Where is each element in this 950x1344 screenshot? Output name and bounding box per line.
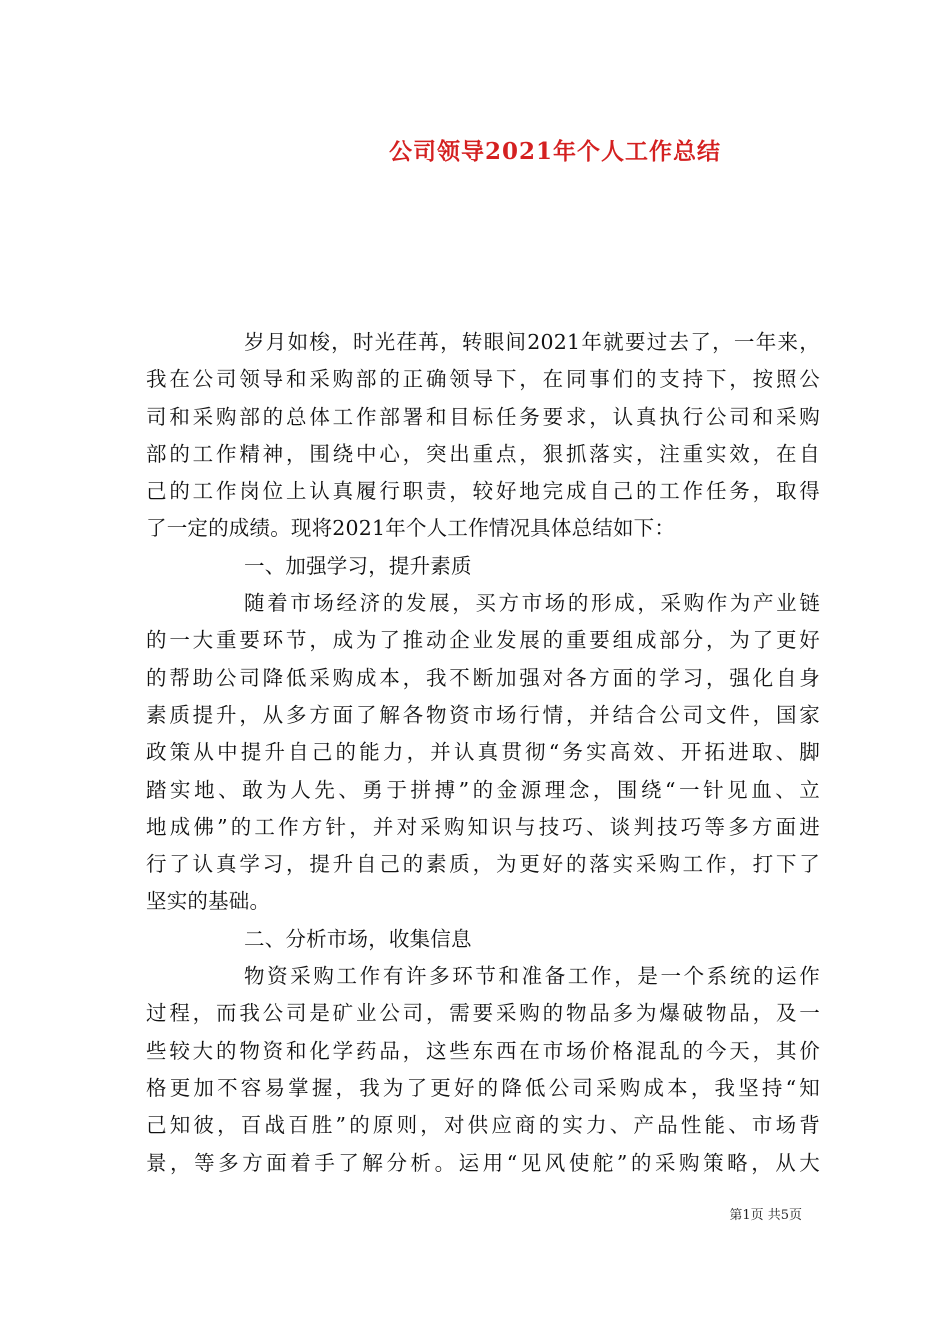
paragraph-line: 地成佛”的工作方针，并对采购知识与技巧、谈判技巧等多方面进 bbox=[146, 814, 820, 839]
paragraph-line: 行了认真学习，提升自己的素质，为更好的落实采购工作，打下了 bbox=[146, 852, 820, 877]
paragraph-line: 随着市场经济的发展，买方市场的形成，采购作为产业链 bbox=[244, 591, 820, 616]
paragraph-line: 的帮助公司降低采购成本，我不断加强对各方面的学习，强化自身 bbox=[146, 665, 820, 690]
document-body bbox=[146, 324, 820, 1182]
paragraph-line: 物资采购工作有许多环节和准备工作，是一个系统的运作 bbox=[244, 964, 820, 989]
paragraph-line: 景，等多方面着手了解分析。运用“见风使舵”的采购策略，从大 bbox=[146, 1150, 820, 1175]
paragraph-line: 过程，而我公司是矿业公司，需要采购的物品多为爆破物品，及一 bbox=[146, 1001, 820, 1026]
paragraph-line: 坚实的基础。 bbox=[146, 889, 271, 914]
paragraph-line: 部的工作精神，围绕中心，突出重点，狠抓落实，注重实效，在自 bbox=[146, 441, 820, 466]
paragraph-line: 己知彼，百战百胜”的原则，对供应商的实力、产品性能、市场背 bbox=[146, 1113, 820, 1138]
section-heading: 二、分析市场，收集信息 bbox=[244, 926, 472, 951]
paragraph-line: 些较大的物资和化学药品，这些东西在市场价格混乱的今天，其价 bbox=[146, 1038, 820, 1063]
paragraph-line: 格更加不容易掌握，我为了更好的降低公司采购成本，我坚持“知 bbox=[146, 1075, 820, 1100]
paragraph-line: 的一大重要环节，成为了推动企业发展的重要组成部分，为了更好 bbox=[146, 628, 820, 653]
paragraph-line: 了一定的成绩。现将2021年个人工作情况具体总结如下： bbox=[146, 516, 676, 541]
paragraph-line: 己的工作岗位上认真履行职责，较好地完成自己的工作任务，取得 bbox=[146, 479, 820, 504]
paragraph-line: 岁月如梭，时光荏苒，转眼间2021年就要过去了，一年来， bbox=[244, 330, 820, 354]
paragraph-line: 素质提升，从多方面了解各物资市场行情，并结合公司文件，国家 bbox=[146, 702, 820, 727]
paragraph-line: 我在公司领导和采购部的正确领导下，在同事们的支持下，按照公 bbox=[146, 367, 820, 392]
section-heading: 一、加强学习，提升素质 bbox=[244, 553, 472, 578]
paragraph-line: 司和采购部的总体工作部署和目标任务要求，认真执行公司和采购 bbox=[146, 404, 820, 429]
document-title: 公司领导2021年个人工作总结 bbox=[388, 138, 721, 165]
paragraph-line: 踏实地、敢为人先、勇于拼搏”的金源理念，围绕“一针见血、立 bbox=[146, 777, 820, 802]
paragraph-line: 政策从中提升自己的能力，并认真贯彻“务实高效、开拓进取、脚 bbox=[146, 740, 820, 765]
page-number-footer: 第1页 共5页 bbox=[729, 1208, 802, 1223]
